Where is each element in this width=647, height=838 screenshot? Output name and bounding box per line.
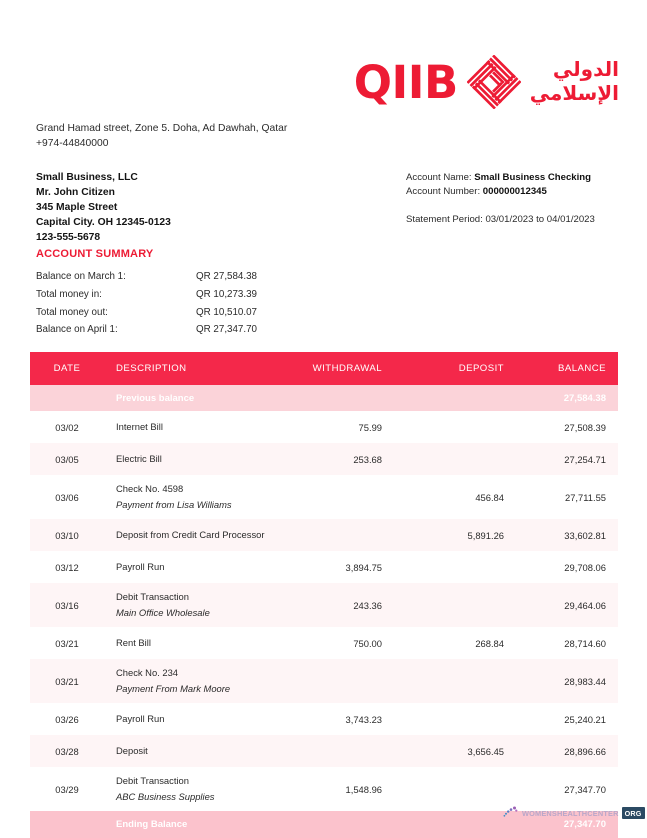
description-main: Rent Bill <box>116 636 151 648</box>
cell-balance: 29,708.06 <box>528 551 618 583</box>
watermark-badge: ORG <box>622 807 645 819</box>
description-main: Internet Bill <box>116 420 163 432</box>
qiib-logo <box>354 55 619 109</box>
account-summary-table <box>36 272 257 343</box>
bank-phone: +974-44840000 <box>36 137 109 149</box>
cell-withdrawal: 3,894.75 <box>312 551 432 583</box>
table-row <box>30 627 618 659</box>
description-sub: Payment from Lisa Williams <box>116 498 232 510</box>
column-header-balance: BALANCE <box>528 352 618 385</box>
cell-date: 03/06 <box>30 475 104 519</box>
statement-period: Statement Period: 03/01/2023 to 04/01/2023 <box>406 213 595 225</box>
transactions-table <box>30 352 618 838</box>
cell-withdrawal <box>312 659 432 703</box>
arabic-line-1: الدولي <box>552 57 619 82</box>
table-row <box>30 583 618 627</box>
customer-street: 345 Maple Street <box>36 202 118 214</box>
cell-date: 03/02 <box>30 411 104 443</box>
account-number-row <box>406 185 595 199</box>
arabic-line-2: الإسلامي <box>529 81 619 105</box>
summary-label: Balance on April 1: <box>36 324 118 336</box>
table-row <box>30 475 618 519</box>
ending-balance-withdrawal <box>312 811 432 838</box>
description-sub: ABC Business Supplies <box>116 790 215 802</box>
cell-description <box>104 703 312 735</box>
ending-balance-label: Ending Balance <box>104 811 312 838</box>
ending-balance-date <box>30 811 104 838</box>
cell-description <box>104 411 312 443</box>
cell-description <box>104 443 312 475</box>
cell-balance: 27,347.70 <box>528 767 618 811</box>
bank-address-line-1: Grand Hamad street, Zone 5. Doha, Ad Dawhah, Qatar <box>36 123 288 134</box>
cell-balance: 28,983.44 <box>528 659 618 703</box>
column-header-description: DESCRIPTION <box>104 352 312 385</box>
account-name-row <box>406 171 595 185</box>
customer-name: Mr. John Citizen <box>36 187 115 199</box>
account-name-label: Account Name: <box>406 172 472 183</box>
cell-description <box>104 519 312 551</box>
summary-label: Balance on March 1: <box>36 271 126 282</box>
account-number-label: Account Number: <box>406 186 481 198</box>
cell-balance: 27,254.71 <box>528 443 618 475</box>
cell-deposit <box>432 767 528 811</box>
description-main: Debit Transaction <box>116 774 189 786</box>
table-row <box>30 443 618 475</box>
watermark-text: WOMENSHEALTHCENTER <box>522 808 619 818</box>
column-header-date: DATE <box>30 352 104 385</box>
previous-balance-amount: 27,584.38 <box>528 385 618 411</box>
column-header-withdrawal: WITHDRAWAL <box>312 352 432 385</box>
description-main: Deposit <box>116 744 148 756</box>
account-details <box>406 171 595 227</box>
qiib-wordmark: QIIB <box>353 55 458 109</box>
customer-phone: 123-555-5678 <box>36 232 101 244</box>
table-row <box>30 703 618 735</box>
previous-balance-row <box>30 385 618 411</box>
cell-description <box>104 659 312 703</box>
summary-row <box>36 325 257 343</box>
description-sub: Main Office Wholesale <box>116 606 210 618</box>
cell-balance: 29,464.06 <box>528 583 618 627</box>
description-main: Payroll Run <box>116 712 165 724</box>
summary-value: QR 27,584.38 <box>196 271 258 282</box>
account-summary-title: ACCOUNT SUMMARY <box>36 248 154 260</box>
summary-label: Total money out: <box>36 306 108 318</box>
summary-row <box>36 272 257 290</box>
table-row <box>30 519 618 551</box>
cell-deposit <box>432 659 528 703</box>
table-row <box>30 735 618 767</box>
cell-date: 03/26 <box>30 703 104 735</box>
summary-value: QR 27,347.70 <box>196 324 258 336</box>
cell-withdrawal: 253.68 <box>312 443 432 475</box>
cell-deposit <box>432 551 528 583</box>
cell-withdrawal: 75.99 <box>312 411 432 443</box>
cell-withdrawal: 750.00 <box>312 627 432 659</box>
cell-date: 03/21 <box>30 627 104 659</box>
qiib-knot-logo-icon <box>467 55 521 109</box>
table-row <box>30 551 618 583</box>
site-watermark <box>503 806 645 820</box>
description-main: Check No. 234 <box>116 666 179 678</box>
summary-row <box>36 290 257 308</box>
table-row <box>30 659 618 703</box>
cell-date: 03/10 <box>30 519 104 551</box>
transactions-body <box>30 385 618 811</box>
summary-value: QR 10,510.07 <box>196 306 258 318</box>
description-main: Electric Bill <box>116 452 162 464</box>
description-main: Check No. 4598 <box>116 482 184 494</box>
table-row <box>30 411 618 443</box>
summary-value: QR 10,273.39 <box>196 288 258 300</box>
customer-company: Small Business, LLC <box>36 172 138 183</box>
cell-date: 03/28 <box>30 735 104 767</box>
account-name-value: Small Business Checking <box>474 172 592 183</box>
cell-description <box>104 551 312 583</box>
account-summary-body <box>36 272 257 343</box>
qiib-arabic-name <box>530 59 619 104</box>
ending-balance-amount: 27,347.70 <box>528 811 618 838</box>
cell-date: 03/16 <box>30 583 104 627</box>
cell-deposit <box>432 411 528 443</box>
cell-deposit: 5,891.26 <box>432 519 528 551</box>
cell-description <box>104 627 312 659</box>
cell-date: 03/05 <box>30 443 104 475</box>
previous-balance-label: Previous balance <box>104 385 312 411</box>
summary-label: Total money in: <box>36 288 102 300</box>
previous-balance-withdrawal <box>312 385 432 411</box>
cell-description <box>104 735 312 767</box>
customer-city-state-zip: Capital City. OH 12345-0123 <box>36 217 171 229</box>
cell-deposit: 3,656.45 <box>432 735 528 767</box>
cell-description <box>104 583 312 627</box>
cell-withdrawal: 1,548.96 <box>312 767 432 811</box>
cell-balance: 28,896.66 <box>528 735 618 767</box>
cell-balance: 27,711.55 <box>528 475 618 519</box>
cell-deposit <box>432 703 528 735</box>
bank-address <box>36 122 287 151</box>
cell-withdrawal <box>312 519 432 551</box>
cell-deposit <box>432 583 528 627</box>
cell-deposit: 268.84 <box>432 627 528 659</box>
summary-row <box>36 308 257 326</box>
cell-date: 03/21 <box>30 659 104 703</box>
transactions-header-row <box>30 352 618 385</box>
cell-description <box>104 475 312 519</box>
transactions-header <box>30 352 618 385</box>
description-main: Deposit from Credit Card Processor <box>116 528 265 540</box>
previous-balance-deposit <box>432 385 528 411</box>
cell-balance: 28,714.60 <box>528 627 618 659</box>
cell-deposit <box>432 443 528 475</box>
column-header-deposit: DEPOSIT <box>432 352 528 385</box>
previous-balance-date <box>30 385 104 411</box>
account-number-value: 000000012345 <box>482 186 547 198</box>
cell-withdrawal: 3,743.23 <box>312 703 432 735</box>
cell-balance: 33,602.81 <box>528 519 618 551</box>
cell-deposit: 456.84 <box>432 475 528 519</box>
customer-address <box>36 170 171 245</box>
cell-balance: 25,240.21 <box>528 703 618 735</box>
cell-balance: 27,508.39 <box>528 411 618 443</box>
description-sub: Payment From Mark Moore <box>116 682 231 694</box>
cell-date: 03/29 <box>30 767 104 811</box>
cell-withdrawal <box>312 475 432 519</box>
description-main: Debit Transaction <box>116 590 189 602</box>
cell-withdrawal: 243.36 <box>312 583 432 627</box>
cell-description <box>104 767 312 811</box>
cell-withdrawal <box>312 735 432 767</box>
cell-date: 03/12 <box>30 551 104 583</box>
watermark-dots-icon <box>503 806 519 820</box>
description-main: Payroll Run <box>116 560 165 572</box>
table-row <box>30 767 618 811</box>
